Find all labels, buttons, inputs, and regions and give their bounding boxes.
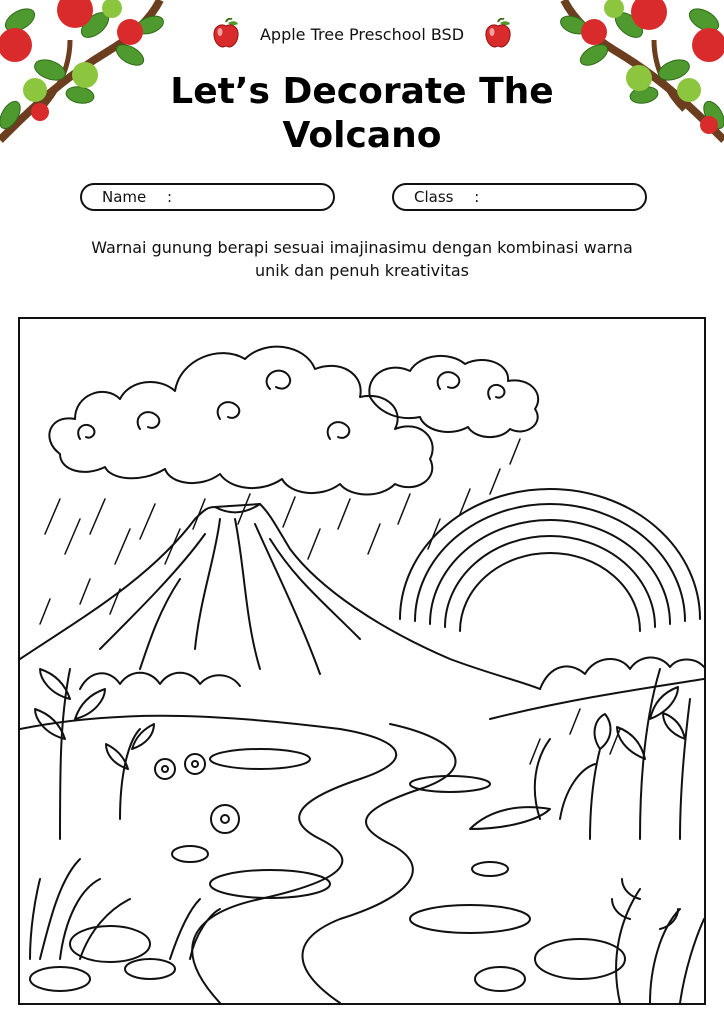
instruction-line-1: Warnai gunung berapi sesuai imajinasimu dengan kombinasi warna	[91, 238, 633, 257]
instruction-text	[60, 236, 664, 282]
clouds	[49, 347, 538, 495]
plants-right	[470, 669, 704, 1003]
class-label: Class	[414, 188, 454, 206]
class-field[interactable]	[392, 183, 647, 211]
name-label: Name	[102, 188, 147, 206]
school-header	[0, 18, 724, 50]
apple-icon	[211, 18, 241, 50]
river	[20, 679, 704, 1003]
instruction-line-2: unik dan penuh kreativitas	[255, 261, 469, 280]
title-line-1: Let’s Decorate The	[170, 71, 554, 112]
school-name: Apple Tree Preschool BSD	[259, 24, 465, 44]
rainbow	[400, 489, 700, 631]
name-colon: :	[167, 188, 173, 206]
title-line-2: Volcano	[282, 115, 442, 156]
class-colon: :	[474, 188, 480, 206]
coloring-frame	[18, 317, 706, 1005]
apple-icon	[483, 18, 513, 50]
bushes	[80, 657, 704, 689]
rain	[40, 439, 620, 764]
name-field[interactable]	[80, 183, 335, 211]
page-title	[0, 70, 724, 158]
volcano-coloring-illustration[interactable]	[20, 319, 704, 1003]
